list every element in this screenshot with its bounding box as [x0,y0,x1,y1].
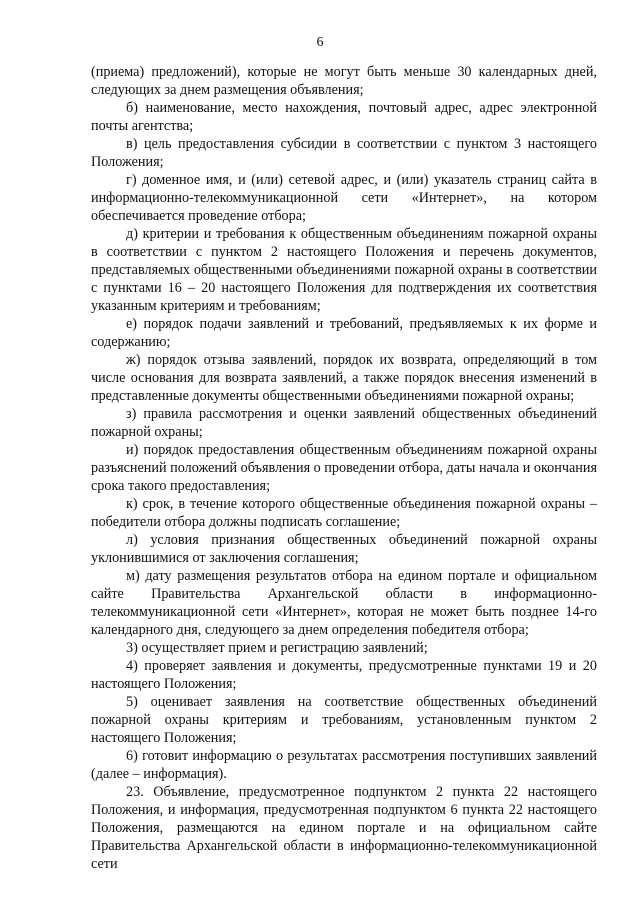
paragraph: и) порядок предоставления общественным объединениям пожарной охраны разъяснений положений объявления о проведении отбора, даты начала и окончания срока такого предоставления; [91,442,598,494]
paragraph: ж) порядок отзыва заявлений, порядок их возврата, определяющий в том числе основания для возврата заявлений, а также порядок внесения изменений в представленные документы общественными объединениями пожарной охраны; [91,352,597,404]
page-number: 6 [316,35,324,50]
document-body [91,63,597,873]
paragraph: м) дату размещения результатов отбора на едином портале и официальном сайте Правительства Архангельской области в информационно-телекоммуникационной сети «Интернет», которая не может быть позднее 14-го календарного дня, следующего за днем определения победителя отбора; [91,568,597,638]
paragraph: (приема) предложений), которые не могут быть меньше 30 календарных дней, следующих за днем размещения объявления; [91,64,597,98]
paragraph: д) критерии и требования к общественным объединениям пожарной охраны в соответствии с пунктом 2 настоящего Положения и перечень документов, представляемых общественными объединениями пожарной охраны в соответствии с пунктами 16 – 20 настоящего Положения для подтверждения их соответствия указанным критериям и требованиям; [91,226,597,314]
paragraph: 23. Объявление, предусмотренное подпунктом 2 пункта 22 настоящего Положения, и информация, предусмотренная подпунктом 6 пункта 22 настоящего Положения, размещаются на едином портале и на официальном сайте Правительства Архангельской области в информационно-телекоммуникационной сети [91,784,597,872]
paragraph: 6) готовит информацию о результатах рассмотрения поступивших заявлений (далее – информация). [91,748,597,782]
paragraph: 5) оценивает заявления на соответствие общественных объединений пожарной охраны критериям и требованиям, установленным пунктом 2 настоящего Положения; [91,694,597,746]
paragraph: 4) проверяет заявления и документы, предусмотренные пунктами 19 и 20 настоящего Положения; [91,658,597,692]
paragraph: в) цель предоставления субсидии в соответствии с пунктом 3 настоящего Положения; [91,136,597,170]
paragraph: к) срок, в течение которого общественные объединения пожарной охраны – победители отбора должны подписать соглашение; [91,496,597,530]
paragraph: б) наименование, место нахождения, почтовый адрес, адрес электронной почты агентства; [91,100,597,134]
paragraph: л) условия признания общественных объединений пожарной охраны уклонившимися от заключения соглашения; [91,532,597,566]
paragraph: з) правила рассмотрения и оценки заявлений общественных объединений пожарной охраны; [91,406,597,440]
paragraph: е) порядок подачи заявлений и требований, предъявляемых к их форме и содержанию; [91,316,597,350]
paragraph: г) доменное имя, и (или) сетевой адрес, и (или) указатель страниц сайта в информационно-телекоммуникационной сети «Интернет», на котором обеспечивается проведение отбора; [91,172,597,224]
paragraph: 3) осуществляет прием и регистрацию заявлений; [126,640,428,656]
